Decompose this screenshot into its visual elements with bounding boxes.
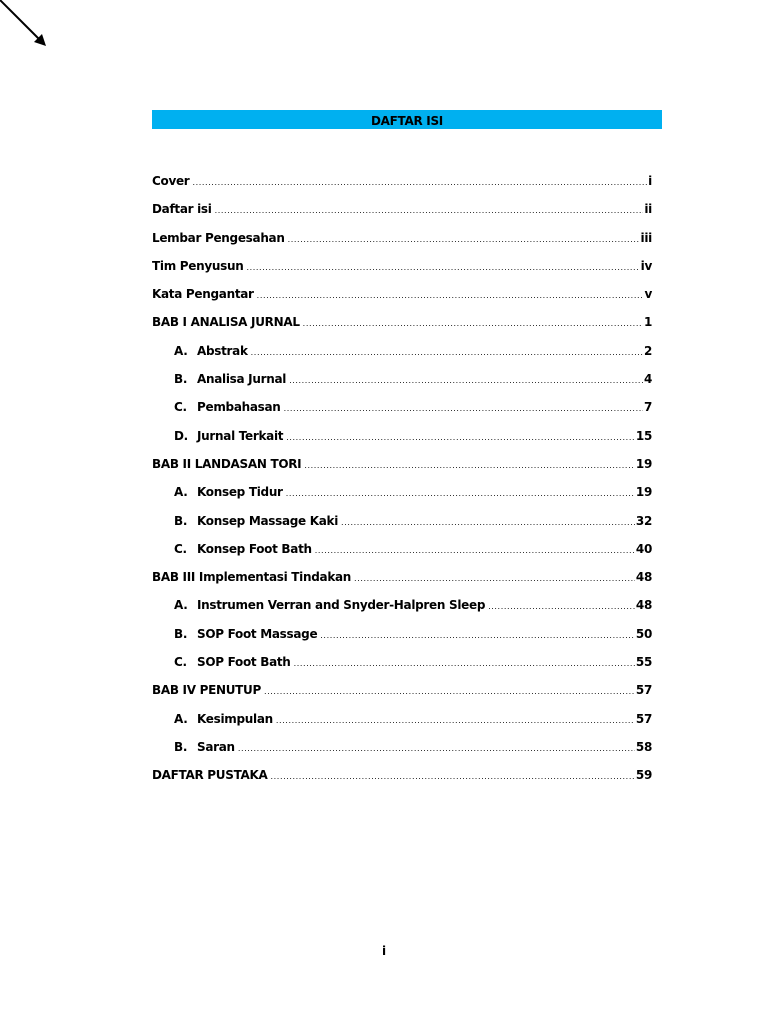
toc-entry-text: Instrumen Verran and Snyder-Halpren Sleep (197, 598, 486, 613)
toc-entry-letter: D. (174, 428, 188, 443)
toc-entry-label (174, 344, 248, 358)
toc-entry[interactable] (152, 315, 652, 343)
toc-entry-page: 57 (635, 683, 652, 698)
toc-entry-page: 32 (635, 513, 652, 528)
toc-entry-page: v (644, 287, 652, 302)
toc-entry[interactable] (152, 259, 652, 287)
toc-dot-leader (257, 291, 644, 300)
toc-dot-leader (315, 546, 635, 555)
toc-entry-page: 2 (643, 343, 652, 358)
toc-entry-label (152, 570, 351, 584)
toc-dot-leader (271, 772, 635, 781)
toc-entry-text: Analisa Jurnal (197, 372, 287, 387)
toc-dot-leader (488, 602, 635, 611)
toc-entry-text: DAFTAR PUSTAKA (152, 768, 268, 783)
toc-entry[interactable] (152, 712, 652, 740)
toc-entry-text: Pembahasan (197, 400, 281, 415)
toc-entry-page: 40 (635, 541, 652, 556)
toc-entry-text: BAB IV PENUTUP (152, 683, 261, 698)
toc-entry[interactable] (152, 202, 652, 230)
toc-entry-label (152, 259, 243, 273)
toc-dot-leader (246, 263, 639, 272)
toc-entry[interactable] (152, 655, 652, 683)
toc-entry[interactable] (152, 429, 652, 457)
toc-entry-letter: C. (174, 541, 187, 556)
toc-entry-page: 48 (635, 570, 652, 585)
toc-entry-text: Tim Penyusun (152, 258, 244, 273)
toc-entry-page: 4 (643, 372, 652, 387)
toc-entry-label (174, 514, 338, 528)
toc-entry-letter: B. (174, 513, 188, 528)
toc-entry-label (152, 202, 212, 216)
toc-entry-page: iii (640, 230, 652, 245)
toc-entry-page: 15 (635, 428, 652, 443)
toc-entry-text: Jurnal Terkait (197, 428, 284, 443)
toc-entry-page: iv (640, 258, 652, 273)
toc-entry-page: 7 (643, 400, 652, 415)
toc-entry-page: 19 (635, 485, 652, 500)
page-number: i (381, 944, 387, 958)
toc-entry[interactable] (152, 627, 652, 655)
toc-entry-text: BAB I ANALISA JURNAL (152, 315, 300, 330)
toc-entry-page: 19 (635, 456, 652, 471)
toc-entry-page: 48 (635, 598, 652, 613)
toc-dot-leader (192, 178, 647, 187)
toc-entry-text: BAB III Implementasi Tindakan (152, 570, 352, 585)
toc-entry[interactable] (152, 344, 652, 372)
toc-entry-text: SOP Foot Massage (197, 626, 318, 641)
page-title: DAFTAR ISI (371, 114, 443, 128)
toc-entry-page: 59 (635, 768, 652, 783)
toc-entry[interactable] (152, 372, 652, 400)
toc-dot-leader (276, 716, 635, 725)
toc-dot-leader (288, 235, 640, 244)
toc-entry-label (152, 768, 268, 782)
toc-entry-page: 58 (635, 739, 652, 754)
title-banner (152, 110, 662, 129)
toc-entry-text: Konsep Massage Kaki (197, 513, 339, 528)
arrow-down-right-icon (0, 0, 50, 50)
toc-entry-text: Konsep Foot Bath (197, 541, 312, 556)
toc-entry[interactable] (152, 485, 652, 513)
toc-entry-label (174, 542, 312, 556)
toc-dot-leader (304, 461, 635, 470)
toc-entry-label (174, 372, 286, 386)
toc-entry[interactable] (152, 231, 652, 259)
toc-entry[interactable] (152, 174, 652, 202)
toc-entry[interactable] (152, 514, 652, 542)
toc-entry-text: Cover (152, 174, 190, 188)
toc-dot-leader (286, 433, 635, 442)
toc-entry-text: Lembar Pengesahan (152, 230, 285, 245)
toc-entry-label (152, 457, 301, 471)
toc-entry-letter: C. (174, 400, 187, 415)
toc-entry-text: Konsep Tidur (197, 485, 283, 500)
toc-entry-text: BAB II LANDASAN TORI (152, 456, 302, 471)
toc-entry-label (174, 712, 273, 726)
toc-entry[interactable] (152, 683, 652, 711)
toc-entry-letter: C. (174, 655, 187, 670)
toc-entry[interactable] (152, 457, 652, 485)
toc-entry-label (152, 683, 261, 697)
toc-entry-letter: B. (174, 739, 188, 754)
toc-entry-label (174, 429, 283, 443)
toc-entry-letter: A. (174, 598, 188, 613)
toc-entry-page: 55 (635, 655, 652, 670)
toc-entry-text: Daftar isi (152, 202, 212, 217)
toc-entry-label (174, 740, 235, 754)
toc-entry-text: Abstrak (197, 343, 248, 358)
toc-entry-page: 1 (643, 315, 652, 330)
toc-dot-leader (320, 631, 635, 640)
toc-entry-text: Kesimpulan (197, 711, 273, 726)
toc-entry-page: i (648, 174, 652, 188)
toc-entry-letter: A. (174, 711, 188, 726)
toc-entry-label (174, 627, 317, 641)
toc-entry-letter: B. (174, 626, 188, 641)
toc-entry-label (174, 598, 485, 612)
toc-dot-leader (354, 574, 635, 583)
toc-entry[interactable] (152, 598, 652, 626)
toc-entry-label (152, 287, 254, 301)
toc-dot-leader (251, 348, 643, 357)
toc-entry-label (152, 231, 285, 245)
toc-dot-leader (294, 659, 635, 668)
toc-entry-text: SOP Foot Bath (197, 655, 291, 670)
toc-dot-leader (303, 319, 643, 328)
toc-entry[interactable] (152, 400, 652, 428)
toc-dot-leader (286, 489, 635, 498)
toc-dot-leader (289, 376, 643, 385)
toc-entry-letter: A. (174, 485, 188, 500)
toc-entry-label (152, 174, 189, 188)
toc-entry-text: Saran (197, 739, 235, 754)
toc-entry-page: 50 (635, 626, 652, 641)
toc-entry-label (174, 655, 291, 669)
toc-entry[interactable] (152, 542, 652, 570)
toc-entry-letter: A. (174, 343, 188, 358)
toc-entry-letter: B. (174, 372, 188, 387)
toc-entry-label (152, 315, 300, 329)
toc-entry-label (174, 400, 281, 414)
toc-dot-leader (215, 206, 644, 215)
toc-dot-leader (238, 744, 635, 753)
toc-dot-leader (341, 518, 635, 527)
toc-entry-page: 57 (635, 711, 652, 726)
toc-dot-leader (284, 404, 643, 413)
toc-entry[interactable] (152, 740, 652, 768)
toc-entry[interactable] (152, 768, 652, 796)
table-of-contents (152, 174, 652, 797)
toc-entry-text: Kata Pengantar (152, 287, 254, 302)
toc-entry-page: ii (644, 202, 652, 217)
toc-entry[interactable] (152, 287, 652, 315)
toc-entry[interactable] (152, 570, 652, 598)
toc-dot-leader (264, 687, 635, 696)
toc-entry-label (174, 485, 283, 499)
